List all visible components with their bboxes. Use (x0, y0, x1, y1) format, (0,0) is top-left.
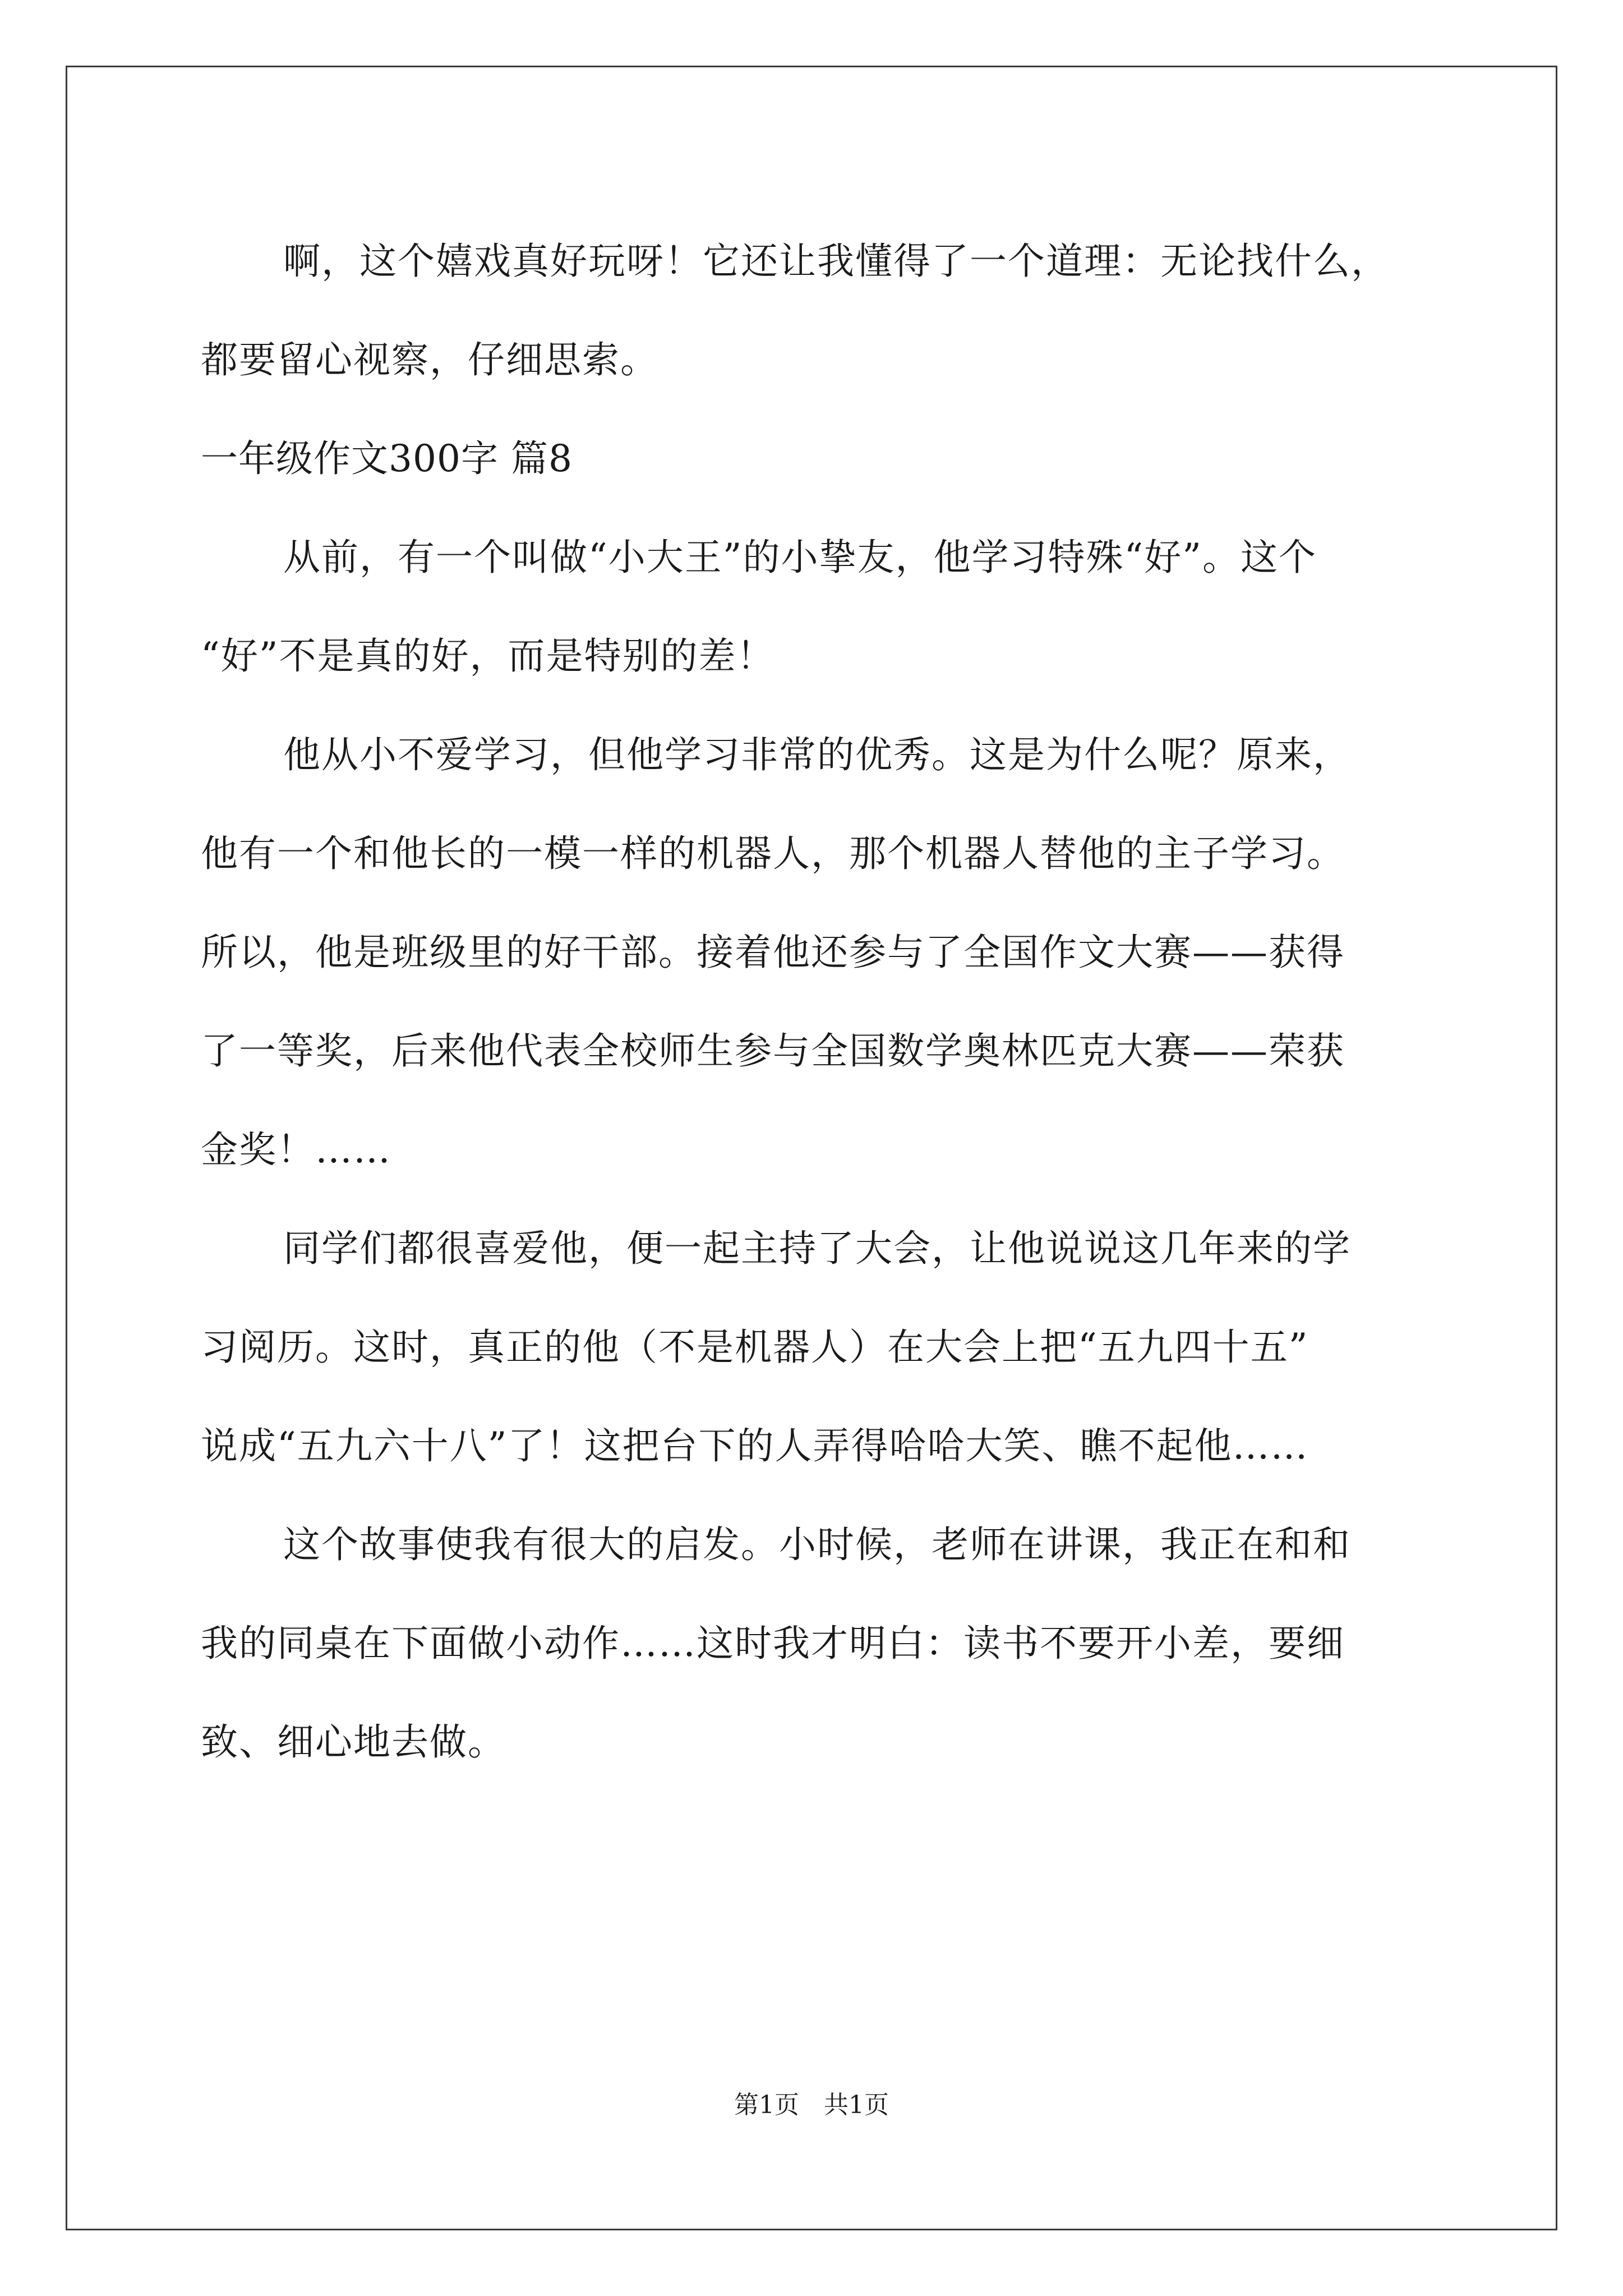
paragraph-line: 这个故事使我有很大的启发。小时候，老师在讲课，我正在和和 (283, 1523, 1351, 1566)
paragraph-line: 了一等奖，后来他代表全校师生参与全国数学奥林匹克大赛——荣获 (201, 1029, 1345, 1073)
section-heading: 一年级作文300字 篇8 (201, 437, 573, 480)
paragraph-line: 说成“五九六十八”了！这把台下的人弄得哈哈大笑、瞧不起他…… (201, 1424, 1309, 1467)
page-number: 第1页 共1页 (734, 2091, 889, 2119)
paragraph-line: 同学们都很喜爱他，便一起主持了大会，让他说说这几年来的学 (283, 1227, 1351, 1270)
paragraph-line: 他有一个和他长的一模一样的机器人，那个机器人替他的主子学习。 (201, 832, 1345, 875)
document-body (201, 212, 1446, 1792)
paragraph-line: 从前，有一个叫做“小大王”的小挚友，他学习特殊“好”。这个 (283, 536, 1317, 579)
paragraph-line: 我的同桌在下面做小动作……这时我才明白：读书不要开小差，要细 (201, 1622, 1345, 1665)
paragraph-line: 习阅历。这时，真正的他（不是机器人）在大会上把“五九四十五” (201, 1326, 1309, 1369)
paragraph-line: 金奖！…… (201, 1128, 391, 1171)
paragraph-line: 他从小不爱学习，但他学习非常的优秀。这是为什么呢？原来， (283, 733, 1351, 776)
paragraph-line: 致、细心地去做。 (201, 1720, 506, 1764)
paragraph-line: “好”不是真的好，而是特别的差！ (201, 634, 775, 678)
paragraph-line: 都要留心视察，仔细思索。 (201, 338, 658, 381)
paragraph-line: 所以，他是班级里的好干部。接着他还参与了全国作文大赛——获得 (201, 931, 1345, 974)
paragraph-line: 啊，这个嬉戏真好玩呀！它还让我懂得了一个道理：无论找什么， (283, 240, 1389, 283)
